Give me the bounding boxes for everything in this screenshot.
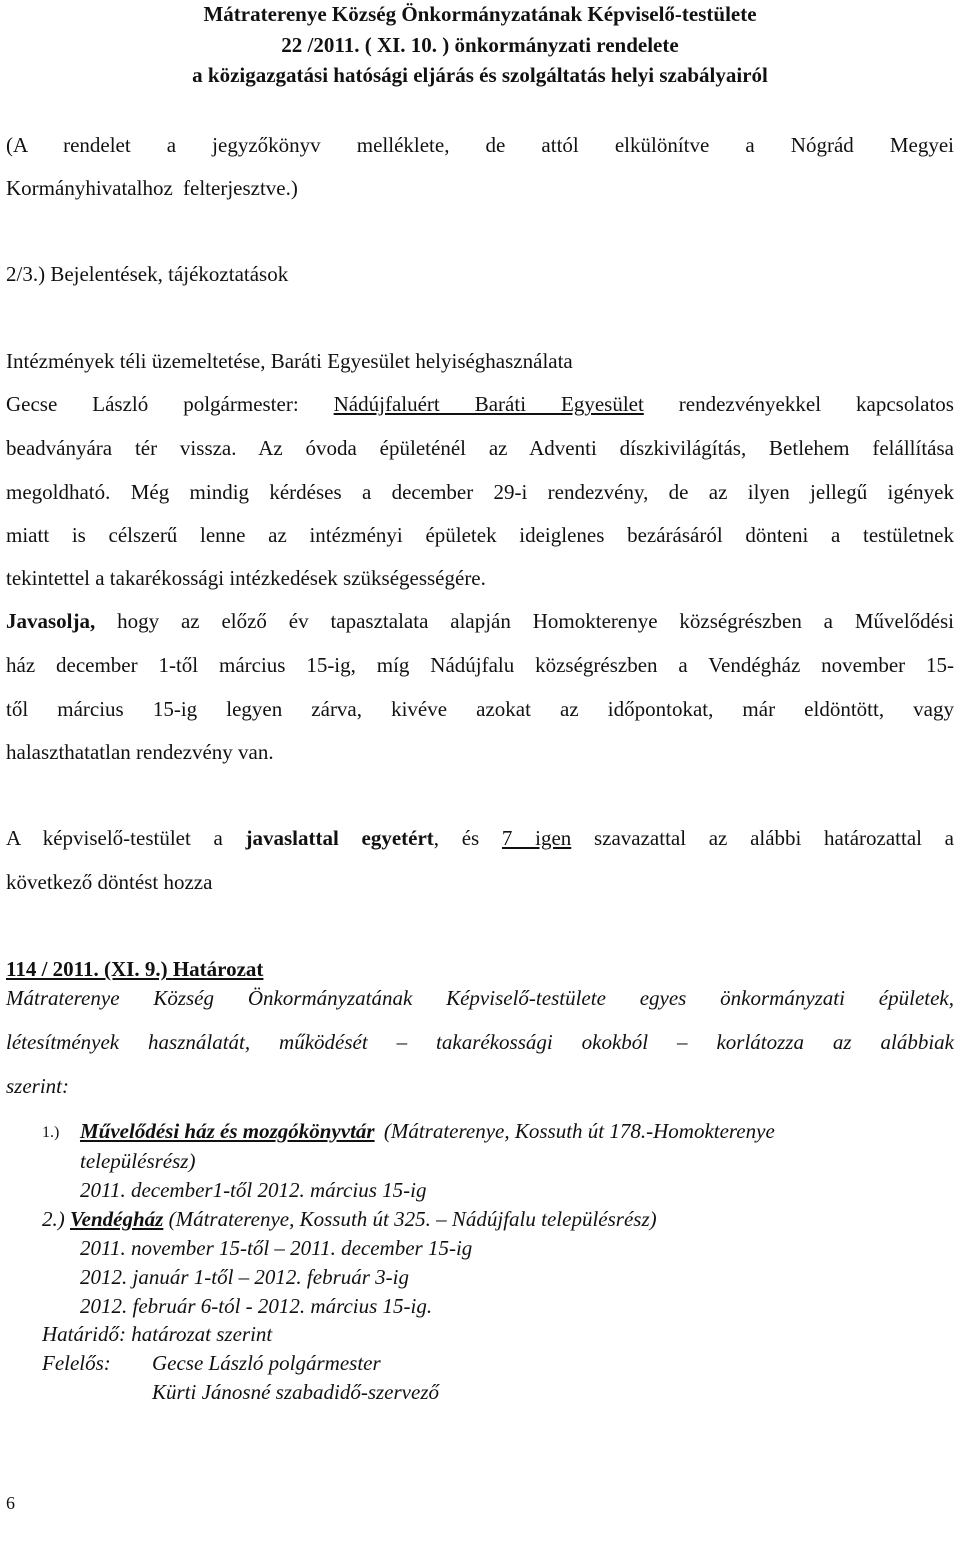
vote-count: 7 igen [501, 826, 572, 850]
section-subtitle: Intézmények téli üzemeltetése, Baráti Egyesület helyiséghasználata [6, 349, 573, 373]
resolution-heading [6, 957, 263, 982]
para2-line-2: ház december 1-től március 15-ig, míg Nádújfalu községrészben a Vendégház november 15- [6, 653, 954, 677]
para1-line-5: tekintettel a takarékossági intézkedések szükségességére. [6, 566, 486, 590]
item2-address: (Mátraterenye, Kossuth út 325. – Nádújfalu településrész) [168, 1207, 657, 1231]
item2-date-1: 2011. november 15-től – 2011. december 15-ig [80, 1236, 473, 1260]
deadline-label: Határidő: [42, 1322, 126, 1346]
item2-number: 2.) [42, 1207, 65, 1231]
note-line-2: Kormányhivatalhoz felterjesztve.) [6, 176, 298, 200]
vote-line-2: következő döntést hozza [6, 870, 213, 894]
page-number: 6 [6, 1493, 15, 1513]
para1-line-3: megoldható. Még mindig kérdéses a december 29-i rendezvény, de az ilyen jellegű igények [6, 480, 954, 504]
responsible-label: Felelős: [42, 1351, 111, 1375]
resolution-label: Határozat [172, 957, 264, 981]
para2-lead: Javasolja, [6, 609, 96, 633]
note-line-1: (A rendelet a jegyzőkönyv melléklete, de attól elkülönítve a Nógrád Megyei [6, 133, 954, 157]
item2-line-1 [42, 1207, 657, 1232]
item1-line-1 [80, 1119, 775, 1144]
responsible-1: Gecse László polgármester [152, 1351, 381, 1375]
resolution-line-1: Mátraterenye Község Önkormányzatának Képviselő-testülete egyes önkormányzati épületek, [6, 986, 954, 1010]
section-title: 2/3.) Bejelentések, tájékoztatások [6, 262, 289, 286]
deadline-value: határozat szerint [131, 1322, 273, 1346]
vote-decision: javaslattal egyetért [245, 826, 434, 850]
item1-address: (Mátraterenye, Kossuth út 178.-Homokterenye [383, 1119, 775, 1143]
speaker: Gecse László polgármester: [6, 392, 299, 416]
para2-line-1 [6, 609, 954, 634]
item1-address-2: településrész) [80, 1149, 196, 1173]
resolution-line-3: szerint: [6, 1074, 69, 1098]
para2-line-3: től március 15-ig legyen zárva, kivéve azokat az időpontokat, már eldöntött, vagy [6, 697, 954, 721]
header-decree-title: a közigazgatási hatósági eljárás és szolgáltatás helyi szabályairól [192, 63, 768, 87]
resolution-number: 114 / 2011. (XI. 9.) [6, 957, 168, 981]
para1-line-4: miatt is célszerű lenne az intézményi épületek ideiglenes bezárásáról dönteni a testületnek [6, 523, 954, 547]
item1-number: 1.) [42, 1124, 60, 1141]
resolution-line-2: létesítmények használatát, működését – takarékossági okokból – korlátozza az alábbiak [6, 1030, 954, 1054]
para1-line-2: beadványára tér vissza. Az óvoda épületénél az Adventi díszkivilágítás, Betlehem felállítása [6, 436, 954, 460]
responsible-2: Kürti Jánosné szabadidő-szervező [152, 1380, 439, 1404]
para2-line-4: halaszthatatlan rendezvény van. [6, 740, 274, 764]
vote-post: szavazattal az alábbi határozattal a [593, 826, 955, 850]
organization-name: Nádújfaluért Baráti Egyesület [333, 392, 644, 416]
vote-line-1 [6, 826, 954, 851]
vote-pre: A képviselő-testület a [6, 826, 223, 850]
para1-line-1 [6, 392, 954, 417]
para2-line-1-rest: hogy az előző év tapasztalata alapján Homokterenye községrészben a Művelődési [117, 609, 955, 633]
header-decree-number: 22 /2011. ( XI. 10. ) önkormányzati rendelete [281, 33, 679, 57]
deadline-line [42, 1322, 272, 1347]
vote-mid: , és [433, 826, 480, 850]
item2-name: Vendégház [70, 1207, 164, 1231]
header-council: Mátraterenye Község Önkormányzatának Képviselő-testülete [203, 2, 757, 26]
item2-date-3: 2012. február 6-tól - 2012. március 15-ig. [80, 1294, 433, 1318]
para1-line-1-rest: rendezvényekkel kapcsolatos [678, 392, 954, 416]
item2-date-2: 2012. január 1-től – 2012. február 3-ig [80, 1265, 409, 1289]
item1-date: 2011. december1-től 2012. március 15-ig [80, 1178, 427, 1202]
item1-name: Művelődési ház és mozgókönyvtár [80, 1119, 375, 1143]
